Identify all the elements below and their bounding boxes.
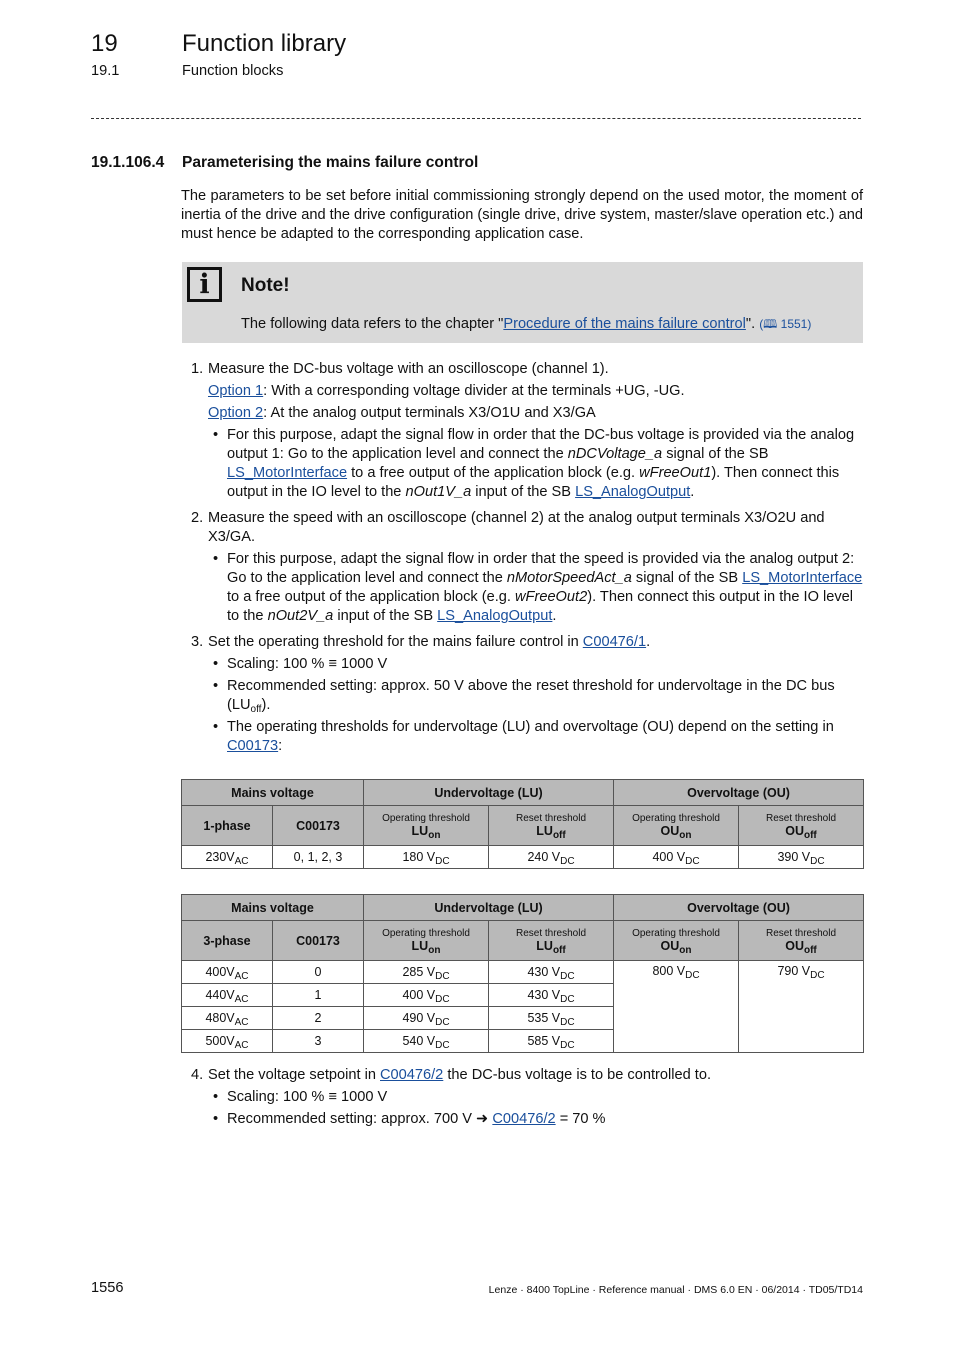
bullet-text <box>227 655 863 674</box>
text-segment: For this purpose, adapt the signal flow in order that the DC-bus voltage is provided via the analog output 1: Go to the application level and connect the <box>227 427 855 462</box>
col-ou-off: Reset threshold $OU_{off}$ <box>739 806 864 846</box>
text-segment: input of the SB <box>333 608 438 624</box>
bullet-text <box>227 718 863 756</box>
text-segment: Set the voltage setpoint in <box>208 1067 380 1083</box>
table-row: $480V_{AC}$ 2 490 $V_{DC}$ 535 $V_{DC}$ <box>182 1007 864 1030</box>
text-segment: : <box>278 738 283 754</box>
text-segment: = 70 % <box>555 1111 606 1127</box>
col-code: C00173 <box>273 806 364 846</box>
table-row: $500V_{AC}$ 3 540 $V_{DC}$ 585 $V_{DC}$ <box>182 1030 864 1053</box>
col-mains: Mains voltage <box>182 780 364 806</box>
bullet-text <box>227 1088 863 1107</box>
section-title: Function blocks <box>182 63 284 79</box>
bullet-icon: • <box>213 719 219 735</box>
item-text <box>208 509 863 547</box>
item-text <box>208 633 863 652</box>
page-number: 1556 <box>91 1280 124 1296</box>
col-code: C00173 <box>273 921 364 961</box>
bullet-text <box>227 426 863 502</box>
bullet-text <box>227 677 863 715</box>
chapter-number: 19 <box>91 30 118 57</box>
bullet-item <box>208 1110 863 1129</box>
text-segment: Option 1 <box>208 383 264 399</box>
text-segment: nOut1V_a <box>405 484 472 500</box>
bullet-icon: • <box>213 427 219 443</box>
footer-info: Lenze · 8400 TopLine · Reference manual · DMS 6.0 EN · 06/2014 · TD05/TD14 <box>488 1284 863 1296</box>
bullet-icon: • <box>213 656 219 672</box>
heading-number: 19.1.106.4 <box>91 154 165 171</box>
table-row: $400V_{AC}$ 0 285 $V_{DC}$ 430 $V_{DC}$ 800 $V_{DC}$ 790 $V_{DC}$ <box>182 961 864 984</box>
info-icon: i <box>187 267 222 302</box>
option-line <box>208 404 863 423</box>
text-segment: Recommended setting: approx. 700 V ➜ <box>227 1111 493 1127</box>
col-under: Undervoltage (LU) <box>364 780 614 806</box>
text-segment: ). <box>261 697 271 713</box>
text-segment: Measure the DC-bus voltage with an oscilloscope (channel 1). <box>208 361 609 377</box>
link[interactable]: C00476/1 <box>582 634 647 650</box>
col-lu-off: Reset threshold $LU_{off}$ <box>489 806 614 846</box>
heading-title: Parameterising the mains failure control <box>182 154 479 171</box>
table-row: $230V_{AC}$ 0, 1, 2, 3 180 $V_{DC}$ 240 $V_{DC}$ 400 $V_{DC}$ 390 $V_{DC}$ <box>182 846 864 869</box>
intro-paragraph: The parameters to be set before initial commissioning strongly depend on the used motor, the moment of inertia of the drive and the drive configuration (single drive, drive system, master/slave operation etc.) and must hence be adapted to the corresponding application case. <box>181 188 863 242</box>
item-number: 2. <box>191 510 204 526</box>
col-lu-on: Operating threshold $LU_{on}$ <box>364 921 489 961</box>
bullet-item <box>208 426 863 502</box>
text-segment: The following data refers to the chapter " <box>241 316 504 332</box>
link[interactable]: LS_AnalogOutput <box>437 608 553 624</box>
bullet-icon: • <box>213 1111 219 1127</box>
item-number: 3. <box>191 634 204 650</box>
link[interactable]: C00476/2 <box>492 1111 556 1127</box>
item-number: 4. <box>191 1067 204 1083</box>
col-phase: 1-phase <box>182 806 273 846</box>
text-segment: Scaling: 100 % ≡ 1000 V <box>227 656 388 672</box>
col-ou-on: Operating threshold $OU_{on}$ <box>614 921 739 961</box>
section-number: 19.1 <box>91 63 120 79</box>
step-4 <box>191 1066 863 1136</box>
text-segment: input of the SB <box>471 484 576 500</box>
col-under: Undervoltage (LU) <box>364 895 614 921</box>
list-item <box>191 1066 863 1129</box>
steps-list <box>191 360 863 763</box>
text-segment: signal of the SB <box>631 570 743 586</box>
item-number: 1. <box>191 361 204 377</box>
text-segment: to a free output of the application block (e.g. <box>227 589 516 605</box>
list-item <box>191 360 863 502</box>
bullet-item <box>208 718 863 756</box>
bullet-item <box>208 1088 863 1107</box>
col-ou-on: Operating threshold $OU_{on}$ <box>614 806 739 846</box>
link[interactable]: LS_AnalogOutput <box>575 484 691 500</box>
bullet-icon: • <box>213 551 219 567</box>
item-text <box>208 1066 863 1085</box>
text-segment: nMotorSpeedAct_a <box>506 570 632 586</box>
link[interactable]: C00476/2 <box>380 1067 444 1083</box>
table-row: $440V_{AC}$ 1 400 $V_{DC}$ 430 $V_{DC}$ <box>182 984 864 1007</box>
text-segment: : With a corresponding voltage divider at the terminals +UG, -UG. <box>263 383 685 399</box>
col-lu-on: Operating threshold $LU_{on}$ <box>364 806 489 846</box>
chapter-title: Function library <box>182 30 347 57</box>
text-segment: ". <box>745 316 760 332</box>
link[interactable]: LS_MotorInterface <box>742 570 863 586</box>
item-text <box>208 360 863 379</box>
text-segment: Recommended setting: approx. 50 V above the reset threshold for undervoltage in the DC bus (LU <box>227 678 835 713</box>
text-segment: Set the operating threshold for the mains failure control in <box>208 634 583 650</box>
bullet-text <box>227 1110 863 1129</box>
bullet-text <box>227 550 863 626</box>
col-over: Overvoltage (OU) <box>614 895 864 921</box>
note-text <box>241 315 811 336</box>
list-item <box>191 633 863 756</box>
text-segment: the DC-bus voltage is to be controlled to. <box>443 1067 711 1083</box>
col-ou-off: Reset threshold $OU_{off}$ <box>739 921 864 961</box>
link[interactable]: C00173 <box>227 738 279 754</box>
text-segment: : At the analog output terminals X3/O1U and X3/GA <box>263 405 596 421</box>
bullet-item <box>208 655 863 674</box>
link[interactable]: LS_MotorInterface <box>227 465 348 481</box>
bullet-icon: • <box>213 1089 219 1105</box>
option-line <box>208 382 863 401</box>
text-segment: . <box>690 484 695 500</box>
text-segment: Measure the speed with an oscilloscope (channel 2) at the analog output terminals X3/O2U and X3/GA. <box>208 510 825 545</box>
text-segment: wFreeOut1 <box>639 465 712 481</box>
text-segment: . <box>646 634 651 650</box>
header-divider <box>91 118 861 119</box>
bullet-item <box>208 550 863 626</box>
note-title: Note! <box>241 275 290 296</box>
col-mains: Mains voltage <box>182 895 364 921</box>
text-segment: The operating thresholds for undervoltage (LU) and overvoltage (OU) depend on the setting in <box>227 719 834 735</box>
table-3-phase <box>181 894 864 1053</box>
bullet-icon: • <box>213 678 219 694</box>
col-lu-off: Reset threshold $LU_{off}$ <box>489 921 614 961</box>
text-segment: signal of the SB <box>662 446 769 462</box>
text-segment: ). Then connect this output in the IO level to the <box>227 465 840 500</box>
text-segment: wFreeOut2 <box>515 589 588 605</box>
text-segment: ). Then connect this output in the IO level to the <box>227 589 854 624</box>
text-segment: For this purpose, adapt the signal flow in order that the speed is provided via the analog output 2: Go to the application level and connect the <box>227 551 855 586</box>
link[interactable]: Procedure of the mains failure control <box>503 316 746 332</box>
section-heading <box>91 154 478 172</box>
col-phase: 3-phase <box>182 921 273 961</box>
bullet-item <box>208 677 863 715</box>
page-ref-link[interactable]: (🕮 1551) <box>759 317 812 331</box>
text-segment: . <box>552 608 557 624</box>
note-box <box>182 262 863 343</box>
list-item <box>191 509 863 626</box>
text-segment: nDCVoltage_a <box>567 446 663 462</box>
text-segment: off <box>250 704 262 715</box>
text-segment: Option 2 <box>208 405 264 421</box>
col-over: Overvoltage (OU) <box>614 780 864 806</box>
text-segment: nOut2V_a <box>267 608 334 624</box>
table-1-phase <box>181 779 864 869</box>
text-segment: to a free output of the application block (e.g. <box>347 465 640 481</box>
text-segment: Scaling: 100 % ≡ 1000 V <box>227 1089 388 1105</box>
